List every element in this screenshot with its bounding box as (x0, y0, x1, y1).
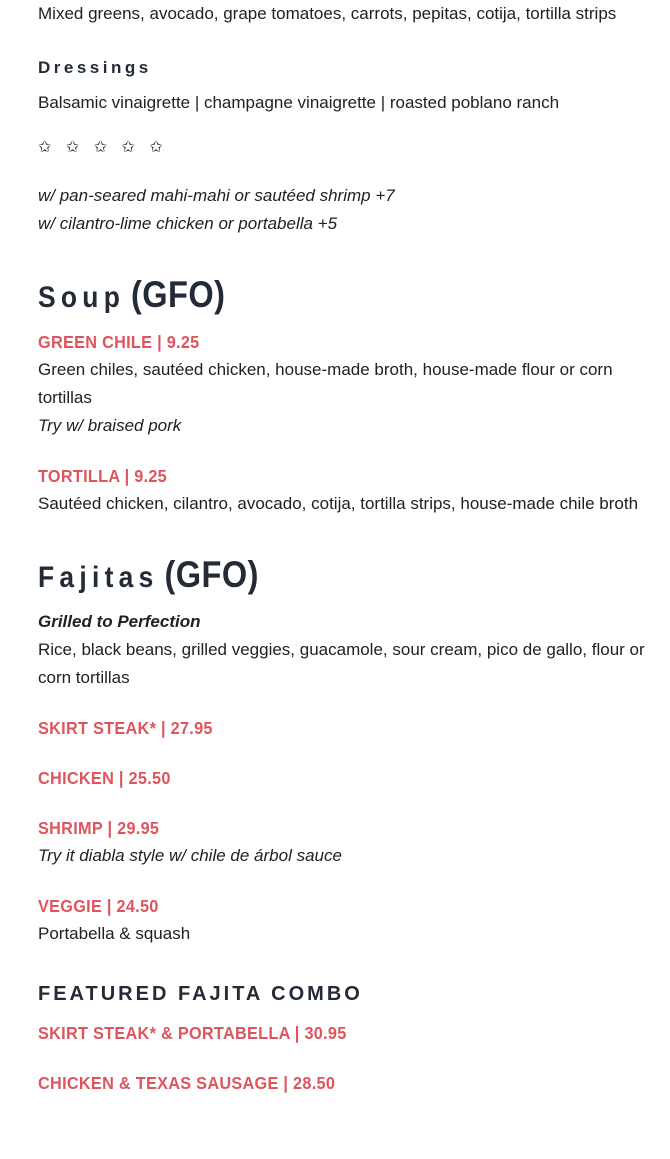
item-note: Try w/ braised pork (38, 415, 182, 435)
fajitas-intro (38, 608, 650, 692)
addon-option-2: w/ cilantro-lime chicken or portabella +5 (38, 214, 338, 233)
menu-item-skirt-steak (38, 714, 650, 742)
dressings-heading: Dressings (38, 58, 152, 77)
dressings-list: Balsamic vinaigrette | champagne vinaigrette | roasted poblano ranch (38, 93, 560, 112)
fajitas-tagline: Grilled to Perfection (38, 611, 201, 631)
item-name: GREEN CHILE | 9.25 (38, 331, 200, 352)
item-name: CHICKEN & TEXAS SAUSAGE | 28.50 (38, 1072, 336, 1093)
section-title: Fajitas (38, 560, 159, 594)
item-note: Try it diabla style w/ chile de árbol sauce (38, 845, 342, 865)
item-description: Sautéed chicken, cilantro, avocado, cotija, tortilla strips, house-made chile broth (38, 493, 639, 513)
item-name: TORTILLA | 9.25 (38, 465, 168, 486)
salad-description: Mixed greens, avocado, grape tomatoes, carrots, pepitas, cotija, tortilla strips (38, 4, 617, 23)
item-name: CHICKEN | 25.50 (38, 767, 171, 788)
section-gfo-tag: (GFO) (130, 274, 226, 315)
addon-option-1: w/ pan-seared mahi-mahi or sautéed shrimp +7 (38, 186, 395, 205)
item-name: SKIRT STEAK* & PORTABELLA | 30.95 (38, 1022, 347, 1043)
menu-item-steak-portabella-combo (38, 1019, 650, 1047)
menu-item-chicken-sausage-combo (38, 1069, 650, 1097)
item-name: VEGGIE | 24.50 (38, 895, 159, 916)
addon-options (38, 182, 650, 238)
section-heading-fajitas (38, 553, 650, 595)
menu-item-shrimp (38, 814, 650, 870)
menu-item-green-chile (38, 328, 650, 440)
section-title: Soup (38, 281, 126, 314)
star-rating-divider: ✩ ✩ ✩ ✩ ✩ (38, 139, 168, 156)
section-heading-soup (38, 276, 650, 315)
menu-item-tortilla (38, 462, 650, 518)
fajitas-description: Rice, black beans, grilled veggies, guacamole, sour cream, pico de gallo, flour or corn tortillas (38, 639, 645, 687)
item-description: Green chiles, sautéed chicken, house-made broth, house-made flour or corn tortillas (38, 359, 613, 407)
item-description: Portabella & squash (38, 923, 191, 943)
menu-item-veggie (38, 892, 650, 948)
featured-combo-heading: FEATURED FAJITA COMBO (38, 982, 363, 1005)
item-name: SKIRT STEAK* | 27.95 (38, 717, 213, 738)
section-gfo-tag: (GFO) (164, 553, 259, 595)
item-name: SHRIMP | 29.95 (38, 817, 160, 838)
menu-item-chicken (38, 764, 650, 792)
